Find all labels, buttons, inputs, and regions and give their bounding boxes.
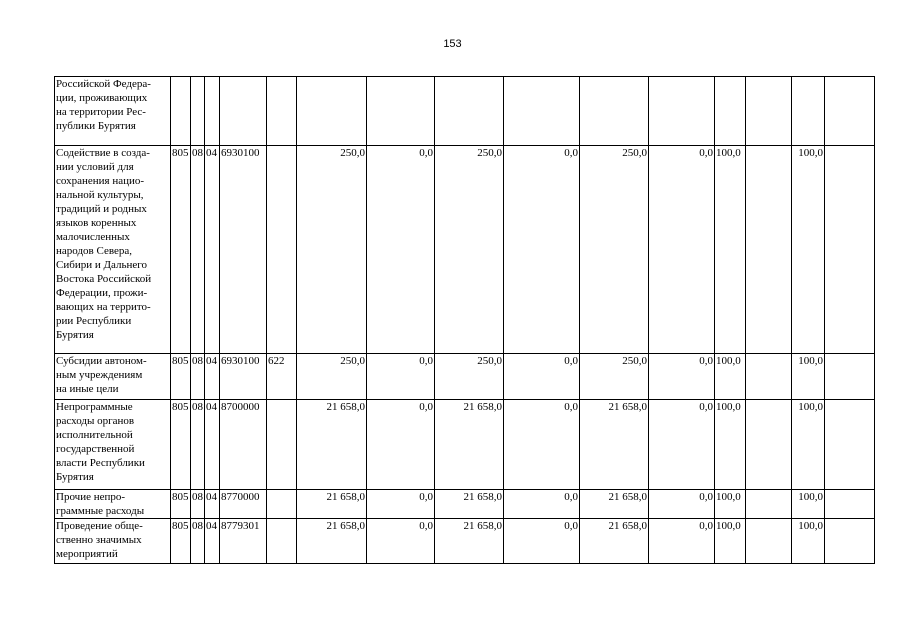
- amount-cell: 0,0: [504, 400, 580, 490]
- percent-cell: 100,0: [792, 400, 825, 490]
- percent-cell: 100,0: [715, 146, 746, 354]
- target-article-cell: [220, 77, 267, 146]
- section-code-cell: 08: [191, 354, 205, 400]
- amount-cell: 250,0: [580, 146, 649, 354]
- amount-cell: 0,0: [504, 146, 580, 354]
- amount-cell: 0,0: [367, 146, 435, 354]
- budget-table: [54, 76, 875, 564]
- section-code-cell: 08: [191, 490, 205, 519]
- amount-cell: 0,0: [504, 490, 580, 519]
- target-article-cell: 8700000: [220, 400, 267, 490]
- percent-cell: 100,0: [715, 400, 746, 490]
- row-name-cell: Проведение обще- ственно значимых мероприятий: [55, 519, 171, 564]
- percent-cell: 100,0: [792, 146, 825, 354]
- amount-cell: [746, 77, 792, 146]
- expense-type-cell: [267, 490, 297, 519]
- amount-cell: 0,0: [504, 354, 580, 400]
- percent-cell: 100,0: [792, 354, 825, 400]
- section-code-cell: [191, 77, 205, 146]
- expense-type-cell: [267, 77, 297, 146]
- budget-code-cell: 805: [171, 400, 191, 490]
- amount-cell: 21 658,0: [580, 490, 649, 519]
- amount-cell: [825, 490, 875, 519]
- percent-cell: 100,0: [715, 354, 746, 400]
- amount-cell: 21 658,0: [580, 519, 649, 564]
- subsection-code-cell: 04: [205, 400, 220, 490]
- amount-cell: 0,0: [649, 490, 715, 519]
- amount-cell: 21 658,0: [297, 400, 367, 490]
- budget-code-cell: 805: [171, 146, 191, 354]
- amount-cell: [746, 400, 792, 490]
- amount-cell: [367, 77, 435, 146]
- amount-cell: 0,0: [367, 519, 435, 564]
- amount-cell: [825, 519, 875, 564]
- percent-cell: 100,0: [792, 519, 825, 564]
- subsection-code-cell: 04: [205, 490, 220, 519]
- amount-cell: 0,0: [367, 354, 435, 400]
- row-name-cell: Российской Федера- ции, проживающих на территории Рес- публики Бурятия: [55, 77, 171, 146]
- amount-cell: 250,0: [297, 146, 367, 354]
- percent-cell: 100,0: [715, 490, 746, 519]
- expense-type-cell: 622: [267, 354, 297, 400]
- amount-cell: 21 658,0: [435, 519, 504, 564]
- amount-cell: 21 658,0: [297, 490, 367, 519]
- subsection-code-cell: 04: [205, 354, 220, 400]
- amount-cell: [746, 519, 792, 564]
- amount-cell: 0,0: [649, 519, 715, 564]
- percent-cell: [792, 77, 825, 146]
- target-article-cell: 8770000: [220, 490, 267, 519]
- table-row: [55, 490, 875, 519]
- amount-cell: 250,0: [297, 354, 367, 400]
- expense-type-cell: [267, 146, 297, 354]
- target-article-cell: 6930100: [220, 354, 267, 400]
- subsection-code-cell: 04: [205, 146, 220, 354]
- amount-cell: [435, 77, 504, 146]
- target-article-cell: 8779301: [220, 519, 267, 564]
- row-name-cell: Содействие в созда- нии условий для сохранения нацио- нальной культуры, традиций и родных языков коренных малочисленных народов Севера, Сибири и Дальнего Востока Российской Федерации, прожи- вающих на террито- рии Республики Бурятия: [55, 146, 171, 354]
- budget-code-cell: 805: [171, 354, 191, 400]
- table-row: [55, 77, 875, 146]
- amount-cell: [746, 354, 792, 400]
- percent-cell: [715, 77, 746, 146]
- table-row: [55, 519, 875, 564]
- amount-cell: 0,0: [649, 400, 715, 490]
- amount-cell: 250,0: [580, 354, 649, 400]
- subsection-code-cell: [205, 77, 220, 146]
- budget-code-cell: 805: [171, 490, 191, 519]
- table-row: [55, 146, 875, 354]
- amount-cell: [297, 77, 367, 146]
- amount-cell: [746, 490, 792, 519]
- amount-cell: 0,0: [504, 519, 580, 564]
- amount-cell: 0,0: [649, 146, 715, 354]
- row-name-cell: Субсидии автоном- ным учреждениям на иные цели: [55, 354, 171, 400]
- amount-cell: 0,0: [649, 354, 715, 400]
- row-name-cell: Прочие непро- граммные расходы: [55, 490, 171, 519]
- amount-cell: 21 658,0: [580, 400, 649, 490]
- target-article-cell: 6930100: [220, 146, 267, 354]
- expense-type-cell: [267, 519, 297, 564]
- amount-cell: [504, 77, 580, 146]
- amount-cell: [649, 77, 715, 146]
- amount-cell: 21 658,0: [435, 400, 504, 490]
- amount-cell: [825, 77, 875, 146]
- table-row: [55, 400, 875, 490]
- section-code-cell: 08: [191, 400, 205, 490]
- amount-cell: [580, 77, 649, 146]
- table-row: [55, 354, 875, 400]
- percent-cell: 100,0: [792, 490, 825, 519]
- section-code-cell: 08: [191, 146, 205, 354]
- amount-cell: 21 658,0: [297, 519, 367, 564]
- amount-cell: [825, 400, 875, 490]
- amount-cell: 250,0: [435, 354, 504, 400]
- amount-cell: [746, 146, 792, 354]
- row-name-cell: Непрограммные расходы органов исполнительной государственной власти Республики Бурятия: [55, 400, 171, 490]
- budget-code-cell: 805: [171, 519, 191, 564]
- amount-cell: [825, 354, 875, 400]
- amount-cell: [825, 146, 875, 354]
- percent-cell: 100,0: [715, 519, 746, 564]
- page-number: 153: [443, 38, 462, 50]
- budget-code-cell: [171, 77, 191, 146]
- expense-type-cell: [267, 400, 297, 490]
- amount-cell: 0,0: [367, 490, 435, 519]
- amount-cell: 0,0: [367, 400, 435, 490]
- amount-cell: 250,0: [435, 146, 504, 354]
- amount-cell: 21 658,0: [435, 490, 504, 519]
- subsection-code-cell: 04: [205, 519, 220, 564]
- section-code-cell: 08: [191, 519, 205, 564]
